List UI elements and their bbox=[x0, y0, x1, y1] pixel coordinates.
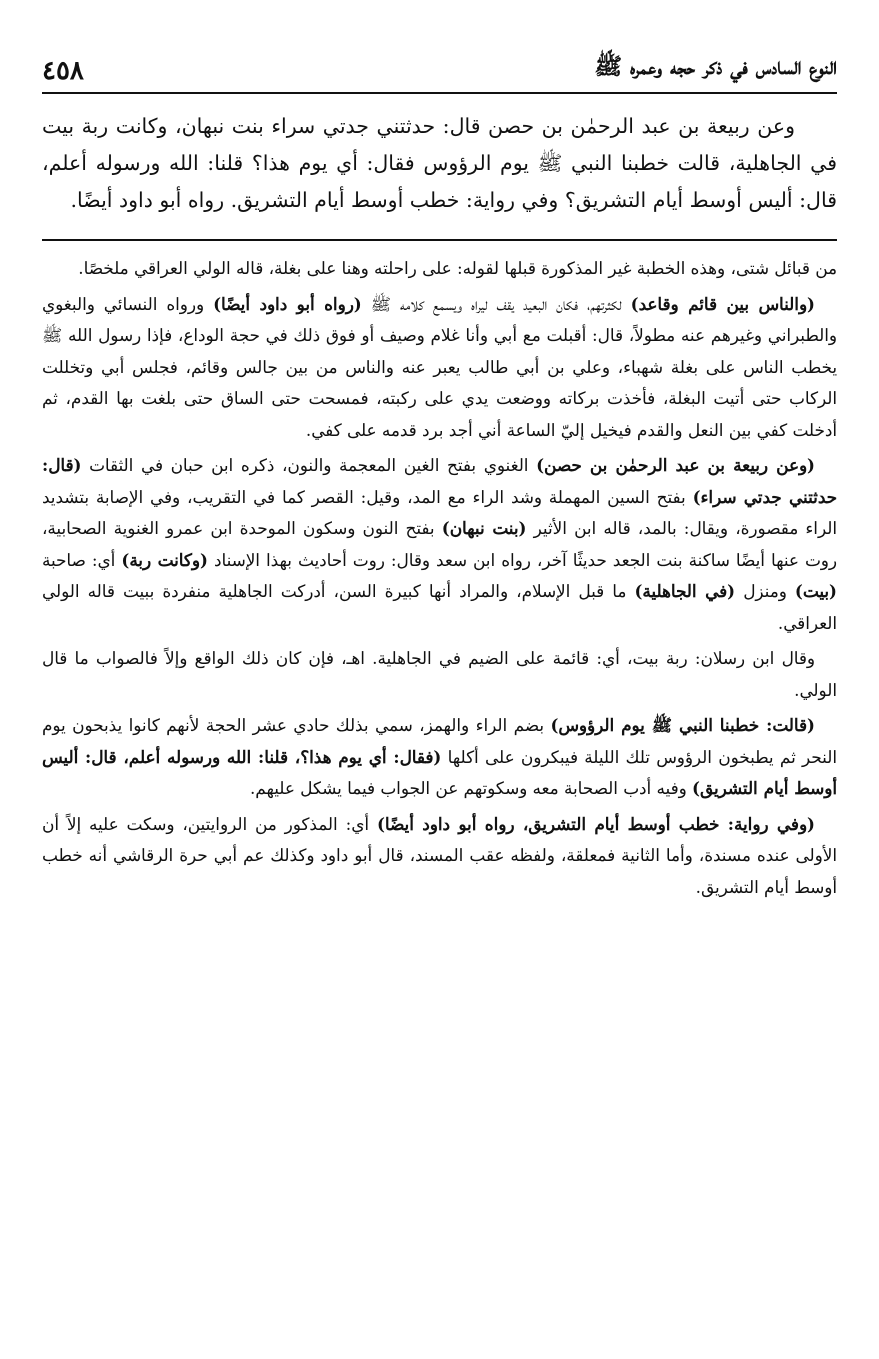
running-title: النوع السادس في ذكر حجه وعمره ﷺ bbox=[594, 53, 837, 80]
commentary-paragraph bbox=[42, 710, 837, 805]
commentary-text: الغنوي بفتح الغين المعجمة والنون، ذكره ابن حبان في الثقات bbox=[81, 455, 537, 475]
commentary-text: من قبائل شتى، وهذه الخطبة غير المذكورة قبلها لقوله: على راحلته وهنا على بغلة، قاله الولي العراقي ملخصًا. bbox=[78, 258, 837, 278]
commentary-text: أي: صاحبة bbox=[42, 549, 122, 570]
page-number: ٤٥٨ bbox=[42, 56, 84, 86]
commentary-text: بفتح السين المهملة وشد الراء مع المد، وقيل: القصر كما في التقريب، وفي الإصابة بتشديد الراء مقصورة، ويقال: بالمد، قاله ابن الأثير bbox=[42, 486, 837, 538]
commentary-text: بضم الراء والهمز، سمي بذلك حادي عشر الحجة لأنهم كانوا يذبحون يوم النحر ثم يطبخون الرؤوس تلك الليلة فيبكرون على أكلها bbox=[42, 715, 837, 767]
quoted-phrase: (فقال: أي يوم هذا؟، قلنا: الله ورسوله أعلم، قال: أليس أوسط أيام التشريق) bbox=[42, 746, 837, 798]
commentary-section bbox=[42, 253, 837, 903]
quoted-phrase: (في الجاهلية) bbox=[634, 581, 736, 601]
commentary-text: ورواه النسائي والبغوي والطبراني وغيرهم عنه مطولاً، قال: أقبلت مع أبي وأنا غلام وصيف أو فوق ذلك في حجة الوداع، فإذا رسول الله ﷺ يخطب الناس على بغلة شهباء، وعلي بن أبي طالب يعبر عنه والناس من بين جالس وقائم، فجلس أبي وتخللت الركاب حتى أتيت البغلة، فأخذت بركاته ووضعت يدي على ركبته، فمسحت حتى الساق حتى بلغت بها القدم، ثم أدخلت كفي بين النعل والقدم فيخيل إليّ الساعة أني أجد برد قدمه على كفي. bbox=[42, 293, 837, 440]
quoted-phrase: (بنت نبهان) bbox=[441, 518, 527, 538]
commentary-paragraph bbox=[42, 809, 837, 904]
quoted-phrase: (وعن ربيعة بن عبد الرحمٰن بن حصن) bbox=[536, 455, 815, 475]
commentary-text: لكثرتهم، فكان البعيد يقف ليراه ويسمع كلامه ﷺ bbox=[361, 293, 631, 314]
commentary-text: أي: المذكور من الروايتين، وسكت عليه إلاً أن الأولى عنده مسندة، وأما الثانية فمعلقة، ولفظه عقب المسند، قال أبو داود وكذلك عم أبي حرة الرقاشي أنه خطب أوسط أيام التشريق. bbox=[42, 813, 837, 897]
quoted-phrase: (وكانت ربة) bbox=[121, 549, 208, 570]
quoted-phrase: (قالت: خطبنا النبي ﷺ يوم الرؤوس) bbox=[550, 715, 815, 735]
commentary-paragraph bbox=[42, 289, 837, 447]
quoted-phrase: (وفي رواية: خطب أوسط أيام التشريق، رواه أبو داود أيضًا) bbox=[376, 813, 815, 834]
quoted-phrase: (بيت) bbox=[794, 581, 837, 601]
commentary-text: وفيه أدب الصحابة معه وسكوتهم عن الجواب فيما يشكل عليهم. bbox=[249, 778, 693, 798]
commentary-text: ومنزل bbox=[735, 581, 795, 601]
commentary-text: وقال ابن رسلان: ربة بيت، أي: قائمة على الضيم في الجاهلية. اهـ، فإن كان ذلك الواقع وإلاً فالصواب ما قال الولي. bbox=[42, 648, 837, 700]
quoted-phrase: (قال: حدثتني جدتي سراء) bbox=[42, 455, 838, 507]
commentary-paragraph bbox=[42, 253, 837, 285]
quoted-phrase: (رواه أبو داود أيضًا) bbox=[213, 293, 362, 314]
quoted-phrase: (والناس بين قائم وقاعد) bbox=[630, 293, 815, 314]
commentary-paragraph bbox=[42, 643, 837, 706]
commentary-paragraph bbox=[42, 450, 837, 639]
page-header bbox=[42, 40, 837, 94]
commentary-text: ما قبل الإسلام، والمراد أنها كبيرة السن، أدركت الجاهلية منفردة ببيت قاله الولي العراقي. bbox=[42, 581, 837, 633]
main-hadith-text: وعن ربيعة بن عبد الرحمٰن بن حصن قال: حدثتني جدتي سراء بنت نبهان، وكانت ربة بيت في الجاهلية، قالت خطبنا النبي ﷺ يوم الرؤوس فقال: أي يوم هذا؟ قلنا: الله ورسوله أعلم، قال: أليس أوسط أيام التشريق؟ وفي رواية: خطب أوسط أيام التشريق. رواه أبو داود أيضًا. bbox=[42, 114, 837, 212]
commentary-text: بفتح النون وسكون الموحدة ابن عمرو الغنوية الصحابية، روت عنها أيضًا ساكنة بنت الجعد حديثًا آخر، رواه ابن سعد وقال: روت أحاديث بهذا الإسناد bbox=[42, 518, 837, 570]
footnote-divider bbox=[42, 239, 837, 241]
